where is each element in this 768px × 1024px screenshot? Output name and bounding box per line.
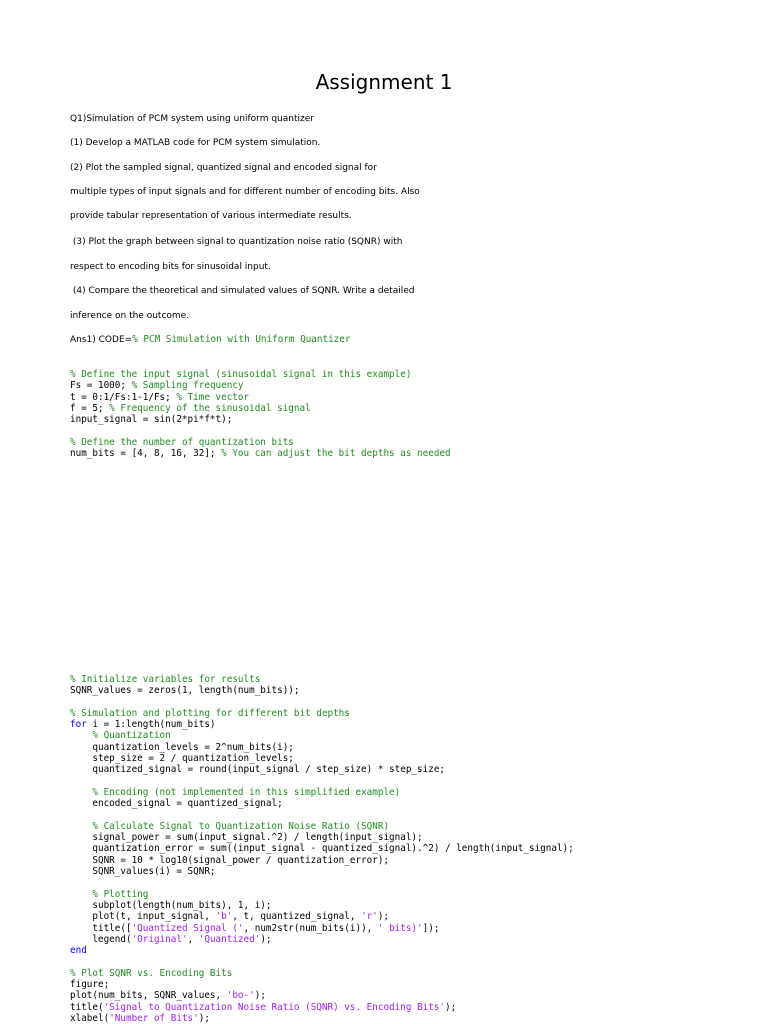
code-text: plot(t, input_signal, bbox=[70, 911, 216, 923]
code-line bbox=[70, 674, 574, 685]
document-title: Assignment 1 bbox=[315, 70, 453, 94]
answer-line bbox=[70, 334, 350, 346]
code-line bbox=[70, 990, 574, 1001]
code-string: 'b' bbox=[215, 911, 233, 923]
code-line bbox=[70, 742, 574, 753]
code-line bbox=[70, 934, 574, 945]
code-line bbox=[70, 730, 574, 741]
code-line bbox=[70, 855, 574, 866]
code-text: , num2str(num_bits(i)), bbox=[243, 922, 378, 934]
code-text: ); bbox=[198, 1012, 210, 1024]
code-text: legend( bbox=[70, 933, 132, 945]
code-text: , t, quantized_signal, bbox=[232, 911, 362, 923]
code-text: SQNR_values = zeros(1, length(num_bits)); bbox=[70, 685, 300, 697]
code-keyword: end bbox=[70, 945, 87, 957]
code-text: SQNR = 10 * log10(signal_power / quantization_error); bbox=[70, 854, 390, 866]
code-text: num_bits = [4, 8, 16, 32]; bbox=[70, 448, 222, 460]
code-line bbox=[70, 753, 574, 764]
code-text: step_size = 2 / quantization_levels; bbox=[70, 753, 294, 765]
code-line bbox=[70, 708, 574, 719]
code-text bbox=[70, 787, 92, 798]
code-comment: % Simulation and plotting for different bit depths bbox=[70, 707, 350, 719]
code-text: ); bbox=[260, 933, 272, 945]
code-line bbox=[70, 719, 574, 730]
code-comment: % Define the number of quantization bits bbox=[70, 436, 294, 448]
code-line bbox=[70, 764, 574, 775]
code-line bbox=[70, 697, 574, 708]
code-text: quantization_levels = 2^num_bits(i); bbox=[70, 741, 294, 753]
code-text bbox=[70, 821, 92, 832]
code-text: , bbox=[187, 933, 199, 945]
code-line bbox=[70, 979, 574, 990]
code-block-input-definition bbox=[70, 369, 451, 459]
code-text: f = 5; bbox=[70, 402, 110, 414]
code-text: ]); bbox=[422, 922, 440, 934]
code-text: ); bbox=[377, 911, 390, 923]
code-text: xlabel( bbox=[70, 1012, 110, 1024]
code-line bbox=[70, 956, 574, 967]
code-line bbox=[70, 945, 574, 956]
code-comment: % Define the input signal (sinusoidal signal in this example) bbox=[70, 369, 412, 380]
code-text: quantization_error = sum((input_signal - quantized_signal).^2) / length(input_signal); bbox=[70, 843, 574, 855]
code-comment: % Sampling frequency bbox=[131, 380, 244, 392]
code-comment: % Calculate Signal to Quantization Noise Ratio (SQNR) bbox=[92, 820, 390, 832]
code-text bbox=[70, 889, 92, 900]
code-text: ); bbox=[445, 1001, 457, 1013]
code-comment: % You can adjust the bit depths as needed bbox=[221, 448, 451, 460]
code-line bbox=[70, 685, 574, 696]
code-string: ' bits)' bbox=[377, 922, 423, 934]
code-text: signal_power = sum(input_signal.^2) / length(input_signal); bbox=[70, 832, 423, 844]
code-line bbox=[70, 866, 574, 877]
code-text: t = 0:1/Fs:1-1/Fs; bbox=[70, 391, 177, 403]
code-string: 'bo-' bbox=[226, 990, 255, 1002]
code-text: Fs = 1000; bbox=[70, 380, 132, 392]
code-text: subplot(length(num_bits), 1, i); bbox=[70, 899, 272, 911]
code-text: title([ bbox=[70, 922, 132, 934]
code-line bbox=[70, 1002, 574, 1013]
code-line bbox=[70, 369, 451, 380]
code-block-simulation bbox=[70, 674, 574, 1024]
code-line bbox=[70, 403, 451, 414]
code-line bbox=[70, 843, 574, 854]
question-heading: Q1)Simulation of PCM system using uniform quantizer bbox=[70, 114, 314, 124]
code-text: ); bbox=[254, 990, 266, 1002]
code-string: 'r' bbox=[361, 911, 378, 923]
code-text: figure; bbox=[70, 979, 110, 991]
code-string: 'Quantized' bbox=[198, 933, 261, 945]
code-keyword: for bbox=[70, 719, 87, 731]
code-line bbox=[70, 798, 574, 809]
question-item: provide tabular representation of various intermediate results. bbox=[70, 211, 352, 221]
code-comment: % Frequency of the sinusoidal signal bbox=[109, 402, 311, 414]
question-item: (1) Develop a MATLAB code for PCM system simulation. bbox=[70, 138, 321, 148]
code-line bbox=[70, 923, 574, 934]
code-line bbox=[70, 832, 574, 843]
code-line bbox=[70, 425, 451, 436]
code-comment: % Plot SQNR vs. Encoding Bits bbox=[70, 967, 233, 979]
code-string: 'Number of Bits' bbox=[109, 1012, 199, 1024]
code-text: i = 1:length(num_bits) bbox=[86, 719, 216, 731]
answer-comment: % PCM Simulation with Uniform Quantizer bbox=[132, 334, 351, 345]
code-line bbox=[70, 900, 574, 911]
question-item: (3) Plot the graph between signal to quantization noise ratio (SQNR) with bbox=[70, 237, 403, 247]
code-line bbox=[70, 437, 451, 448]
code-text: plot(num_bits, SQNR_values, bbox=[70, 990, 227, 1002]
code-string: 'Original' bbox=[131, 933, 188, 945]
code-text bbox=[70, 730, 92, 741]
question-item: multiple types of input signals and for different number of encoding bits. Also bbox=[70, 187, 420, 197]
code-comment: % Encoding (not implemented in this simplified example) bbox=[92, 786, 401, 798]
answer-prefix: Ans1) CODE= bbox=[70, 335, 133, 345]
code-line bbox=[70, 380, 451, 391]
code-text: encoded_signal = quantized_signal; bbox=[70, 798, 283, 810]
code-line bbox=[70, 821, 574, 832]
code-line bbox=[70, 889, 574, 900]
question-item: (2) Plot the sampled signal, quantized signal and encoded signal for bbox=[70, 163, 377, 173]
code-comment: % Quantization bbox=[92, 730, 171, 742]
code-line bbox=[70, 787, 574, 798]
code-line bbox=[70, 810, 574, 821]
code-line bbox=[70, 877, 574, 888]
question-item: (4) Compare the theoretical and simulated values of SQNR. Write a detailed bbox=[70, 286, 415, 296]
code-line bbox=[70, 776, 574, 787]
code-line bbox=[70, 911, 574, 922]
code-line bbox=[70, 448, 451, 459]
code-string: 'Signal to Quantization Noise Ratio (SQNR) vs. Encoding Bits' bbox=[103, 1001, 446, 1013]
code-comment: % Plotting bbox=[92, 888, 149, 900]
code-text: title( bbox=[70, 1001, 104, 1013]
code-text: quantized_signal = round(input_signal / step_size) * step_size; bbox=[70, 764, 446, 776]
code-text: input_signal = sin(2*pi*f*t); bbox=[70, 414, 233, 426]
code-comment: % Time vector bbox=[176, 391, 250, 403]
code-line bbox=[70, 968, 574, 979]
code-line bbox=[70, 392, 451, 403]
code-line bbox=[70, 414, 451, 425]
question-item: respect to encoding bits for sinusoidal input. bbox=[70, 262, 271, 272]
question-item: inference on the outcome. bbox=[70, 311, 190, 321]
code-line bbox=[70, 1013, 574, 1024]
code-string: 'Quantized Signal (' bbox=[131, 922, 244, 934]
code-comment: % Initialize variables for results bbox=[70, 674, 261, 685]
code-text: SQNR_values(i) = SQNR; bbox=[70, 866, 216, 878]
